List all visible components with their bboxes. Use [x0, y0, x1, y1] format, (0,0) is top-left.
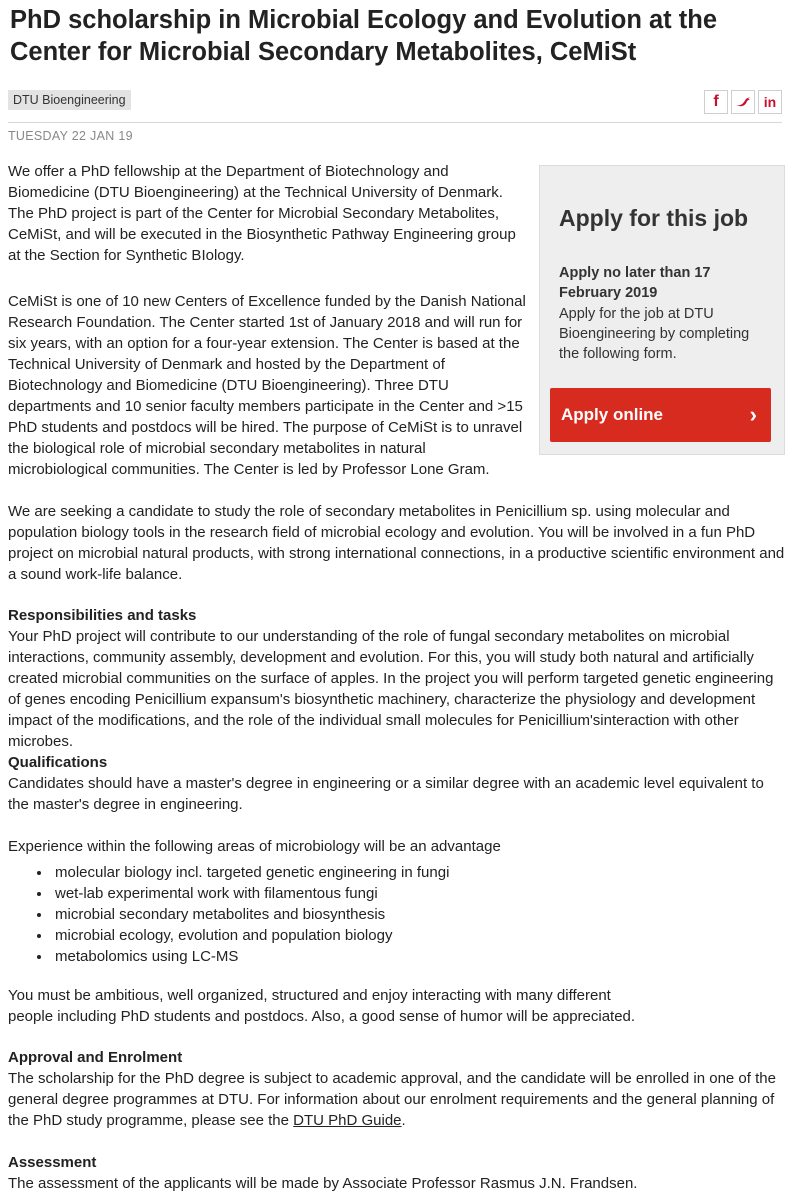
ambition-text: You must be ambitious, well organized, structured and enjoy interacting with many different people including PhD students and postdocs. Also, a good sense of humor will be appreciated. [8, 987, 636, 1025]
list-item: • microbial ecology, evolution and population biology [52, 925, 449, 946]
apply-online-button[interactable] [550, 388, 771, 442]
twitter-bird-icon [735, 96, 751, 108]
list-item: • metabolomics using LC-MS [52, 946, 449, 967]
application-deadline: Apply no later than 17 February 2019 [559, 265, 711, 301]
candidate-paragraph: We are seeking a candidate to study the role of secondary metabolites in Penicillium sp. using molecular and population biology tools in the research field of microbial ecology and evolution. You will be involved in a fun PhD project on microbial natural products, with strong international connections, in a productive scientific environment and a sound work-life balance. [8, 503, 785, 583]
twitter-share-icon[interactable] [731, 90, 755, 114]
social-share-bar [704, 90, 782, 114]
apply-panel [539, 165, 785, 455]
experience-intro: Experience within the following areas of microbiology will be an advantage [8, 838, 501, 855]
department-tag[interactable]: DTU Bioengineering [8, 90, 131, 110]
apply-instructions: Apply for the job at DTU Bioengineering by completing the following form. [559, 306, 750, 362]
qualifications-heading: Qualifications [8, 754, 108, 771]
facebook-share-icon[interactable]: f [704, 90, 728, 114]
posting-date: TUESDAY 22 JAN 19 [8, 129, 133, 143]
responsibilities-heading: Responsibilities and tasks [8, 607, 197, 624]
page-title: PhD scholarship in Microbial Ecology and Evolution at the Center for Microbial Secondary Metabolites, CeMiSt [10, 6, 718, 66]
approval-text-end: . [401, 1112, 406, 1129]
approval-text-main: The scholarship for the PhD degree is subject to academic approval, and the candidate will be enrolled in one of the general degree programmes at DTU. For information about our enrolment requirements and the general planning of the PhD study programme, please see the [8, 1070, 776, 1129]
qualifications-text: Candidates should have a master's degree in engineering or a similar degree with an academic level equivalent to the master's degree in engineering. [8, 775, 764, 813]
phd-guide-link[interactable]: DTU PhD Guide [293, 1112, 402, 1129]
header-divider [8, 122, 782, 123]
intro-paragraph: We offer a PhD fellowship at the Department of Biotechnology and Biomedicine (DTU Bioengineering) at the Technical University of Denmark. The PhD project is part of the Center for Microbial Secondary Metabolites, CeMiSt, and will be executed in the Biosynthetic Pathway Engineering group at the Section for Synthetic BIology. [8, 163, 516, 264]
assessment-text: The assessment of the applicants will be made by Associate Professor Rasmus J.N. Frandsen. [8, 1175, 638, 1192]
chevron-right-icon: › [749, 402, 757, 427]
apply-panel-title: Apply for this job [559, 205, 749, 231]
list-item: • microbial secondary metabolites and biosynthesis [52, 904, 449, 925]
list-item: • wet-lab experimental work with filamentous fungi [52, 883, 449, 904]
qualification-list [0, 862, 449, 967]
approval-text [8, 1068, 788, 1131]
approval-heading: Approval and Enrolment [8, 1049, 183, 1066]
center-paragraph: CeMiSt is one of 10 new Centers of Excellence funded by the Danish National Research Foundation. The Center started 1st of January 2018 and will run for six years, with an option for a four-year extension. The Center is based at the Technical University of Denmark and hosted by the Department of Biotechnology and Biomedicine (DTU Bioengineering). Three DTU departments and 10 senior faculty members participate in the Center and >15 PhD students and postdocs will be hired. The purpose of CeMiSt is to unravel the biological role of microbial secondary metabolites in natural microbiological communities. The Center is led by Professor Lone Gram. [8, 293, 526, 478]
assessment-heading: Assessment [8, 1154, 97, 1171]
apply-online-label: Apply online [561, 405, 663, 424]
linkedin-share-icon[interactable]: in [758, 90, 782, 114]
responsibilities-text: Your PhD project will contribute to our understanding of the role of fungal secondary metabolites on microbial interactions, community assembly, development and evolution. For this, you will study both natural and artificially created microbial communities on the surface of apples. In the project you will perform targeted genetic engineering of genes encoding Penicillium expansum's biosynthetic machinery, characterize the physiology and development impact of the modifications, and the role of the individual small molecules for Penicillium'sinteraction with other microbes. [8, 628, 774, 750]
list-item: • molecular biology incl. targeted genetic engineering in fungi [52, 862, 449, 883]
